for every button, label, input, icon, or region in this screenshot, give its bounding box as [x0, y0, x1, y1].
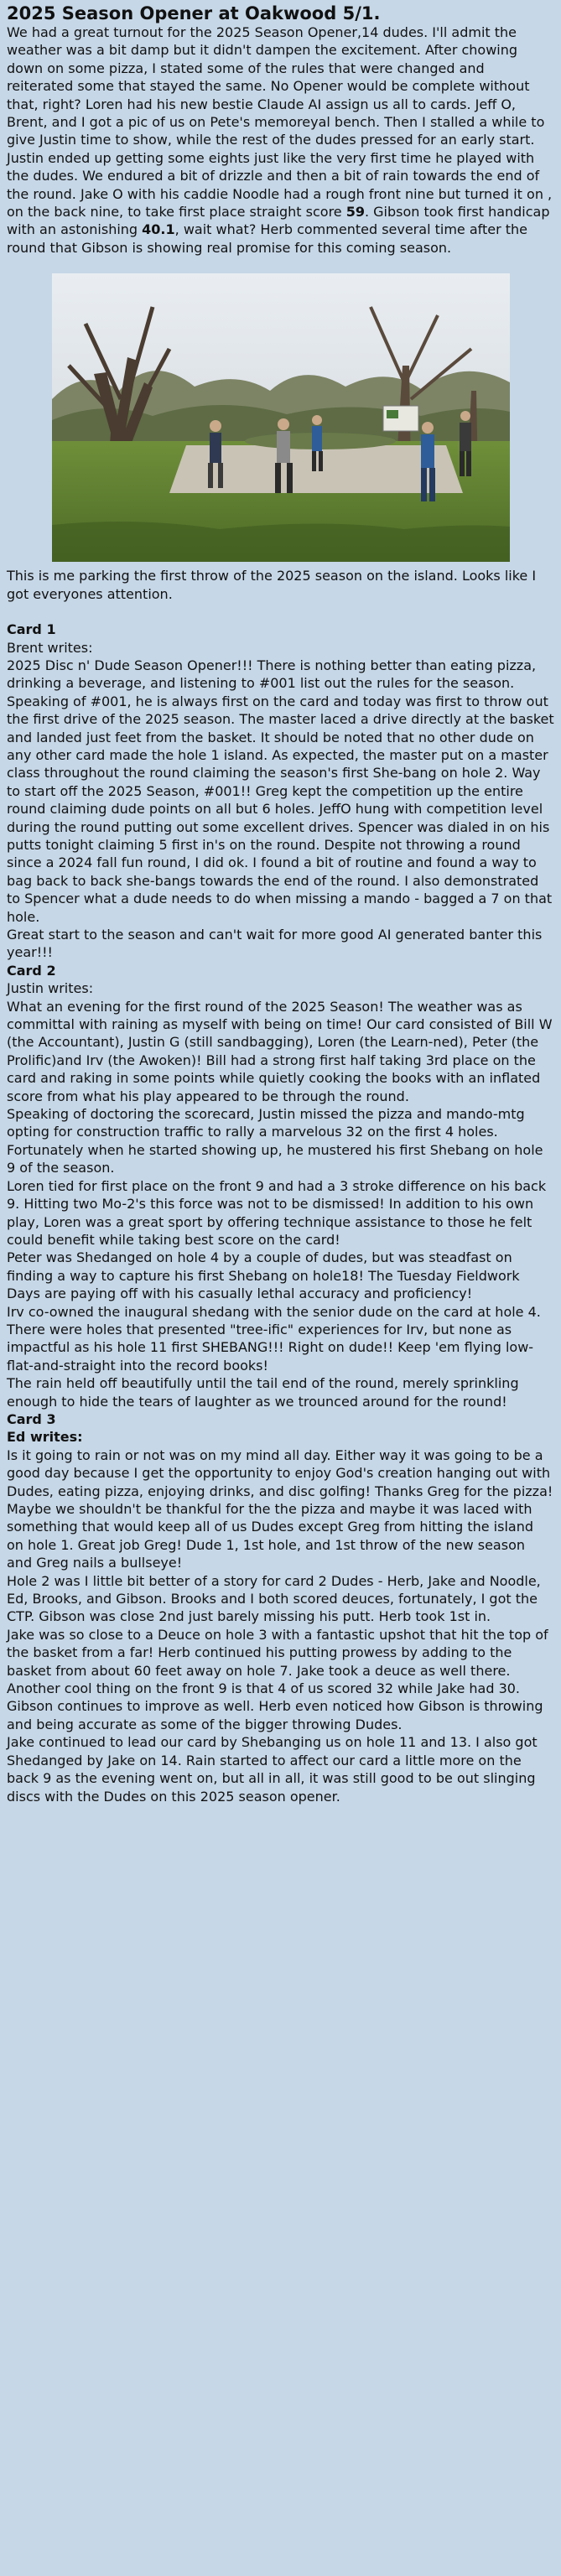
card-2-author: Justin writes:	[7, 980, 94, 997]
card-2-paragraph: Peter was Shedanged on hole 4 by a couple of dudes, but was steadfast on finding a way to capture his first Shebang on hole18! The Tuesday Fieldwork Days are paying off with his casually lethal accuracy and proficiency!	[7, 1249, 520, 1302]
card-3-paragraph: Jake was so close to a Deuce on hole 3 with a fantastic upshot that hit the top of the basket from a far! Herb continued his putting prowess by adding to the basket from about 60 feet away on hole 7. Jake took a deuce as well there. Another cool thing on the front 9 is that 4 of us scored 32 while Jake had 30. Gibson continues to improve as well. Herb even noticed how Gibson is throwing and being accurate as some of the bigger throwing Dudes.	[7, 1626, 548, 1732]
card-3-paragraph: Is it going to rain or not was on my mind all day. Either way it was going to be a good day because I get the opportunity to enjoy God's creation hanging out with Dudes, eating pizza, enjoying drinks, and disc golfing! Thanks Greg for the pizza! Maybe we shouldn't be thankful for the the pizza and maybe it was laced with something that would keep all of us Dudes except Greg from hitting the island on hole 1. Great job Greg! Dude 1, 1st hole, and 1st throw of the new season and Greg nails a bullseye!	[7, 1446, 553, 1571]
handicap-score: 40.1	[142, 221, 175, 238]
card-2-paragraph: What an evening for the first round of the 2025 Season! The weather was as committal with raining as myself with being on time! Our card consisted of Bill W (the Accountant), Justin G (still sandbagging), Loren (the Learn-ned), Peter (the Prolific)and Irv (the Awoken)! Bill had a strong first half taking 3rd place on the card and raking in some points while quietly cooking the books with an inflated score from what his play appeared to be through the round.	[7, 998, 553, 1104]
card-2-heading: Card 2	[7, 962, 56, 979]
intro-text: . Gibson took first handicap with an astonishing	[7, 204, 550, 238]
page-title: 2025 Season Opener at Oakwood 5/1.	[7, 3, 381, 23]
card-2-paragraph: The rain held off beautifully until the tail end of the round, merely sprinkling enough to hide the tears of laughter as we trounced around for the round!	[7, 1375, 519, 1410]
intro-text: , wait what? Herb commented several time after the round that Gibson is showing real promise for this coming season.	[7, 221, 528, 256]
photo-caption: This is me parking the first throw of the 2025 season on the island. Looks like I got everyones attention.	[7, 568, 537, 602]
card-3-paragraph: Hole 2 was I little bit better of a story for card 2 Dudes - Herb, Jake and Noodle, Ed, Brooks, and Gibson. Brooks and I both scored deuces, fortunately, I got the CTP. Gibson was close 2nd just barely missing his putt. Herb took 1st in.	[7, 1572, 541, 1625]
card-3-paragraph: Jake continued to lead our card by Shebanging us on hole 11 and 13. I also got Shedanged by Jake on 14. Rain started to affect our card a little more on the back 9 as the evening went on, but all in all, it was still good to be out slinging discs with the Dudes on this 2025 season opener.	[7, 1734, 538, 1805]
card-2-paragraph: Irv co-owned the inaugural shedang with the senior dude on the card at hole 4. There were holes that presented "tree-ific" experiences for Irv, but none as impactful as his hole 11 first SHEBANG!!! Right on dude!! Keep 'em flying low-flat-and-straight into the record books!	[7, 1303, 541, 1374]
spacer	[7, 603, 554, 621]
card-2-paragraph: Speaking of doctoring the scorecard, Justin missed the pizza and mando-mtg opting for construction traffic to rally a marvelous 32 on the first 4 holes. Fortunately when he started showing up, he mustered his first Shebang on hole 9 of the season.	[7, 1106, 543, 1176]
card-3-author: Ed writes:	[7, 1429, 83, 1446]
card-1-heading: Card 1	[7, 621, 56, 638]
card-2-section	[7, 962, 554, 1410]
disc-golf-photo	[52, 273, 510, 562]
intro-paragraph	[7, 23, 554, 257]
card-1-paragraph: 2025 Disc n' Dude Season Opener!!! There is nothing better than eating pizza, drinking a beverage, and listening to #001 list out the rules for the season. Speaking of #001, he is always first on the card and today was first to throw out the first drive of the 2025 season. The master laced a drive directly at the basket and landed just feet from the basket. It should be noted that no other dude on any other card made the hole 1 island. As expected, the master put on a master class throughout the round claiming the season's first She-bang on hole 2. Way to start off the 2025 Season, #001!! Greg kept the competition up the entire round claiming dude points on all but 6 holes. JeffO hung with competition level during the round putting out some excellent drives. Spencer was dialed in on his putts tonight claiming 5 first in's on the round. Despite not throwing a round since a 2024 fall fun round, I did ok. I found a bit of routine and found a way to bag back to back she-bangs towards the end of the round. I also demonstrated to Spencer what a dude needs to do when missing a mando - bagged a 7 on that hole.	[7, 657, 554, 925]
card-3-section	[7, 1410, 554, 1805]
card-3-heading: Card 3	[7, 1410, 56, 1427]
card-2-paragraph: Loren tied for first place on the front 9 and had a 3 stroke difference on his back 9. Hitting two Mo-2's this force was not to be dismissed! In addition to his own play, Loren was a great sport by offering technique assistance to those he felt could benefit while taking best score on the card!	[7, 1177, 547, 1248]
intro-text: We had a great turnout for the 2025 Season Opener,14 dudes. I'll admit the weather was a bit damp but it didn't dampen the excitement. After chowing down on some pizza, I stated some of the rules that were changed and reiterated some that stayed the same. No Opener would be complete without that, right? Loren had his new bestie Claude AI assign us all to cards. Jeff O, Brent, and I got a pic of us on Pete's memoreyal bench. Then I stalled a while to give Justin time to show, while the rest of the dudes pressed for an early start. Justin ended up getting some eights just like the very first time he played with the dudes. We endured a bit of drizzle and then a bit of rain towards the end of the round. Jake O with his caddie Noodle had a rough front nine but turned it on , on the back nine, to take first place straight score	[7, 24, 553, 221]
photo	[52, 273, 510, 562]
card-1-section	[7, 621, 554, 962]
card-1-paragraph: Great start to the season and can't wait for more good AI generated banter this year!!!	[7, 927, 543, 961]
card-1-author: Brent writes:	[7, 639, 93, 656]
winning-score: 59	[345, 204, 365, 221]
